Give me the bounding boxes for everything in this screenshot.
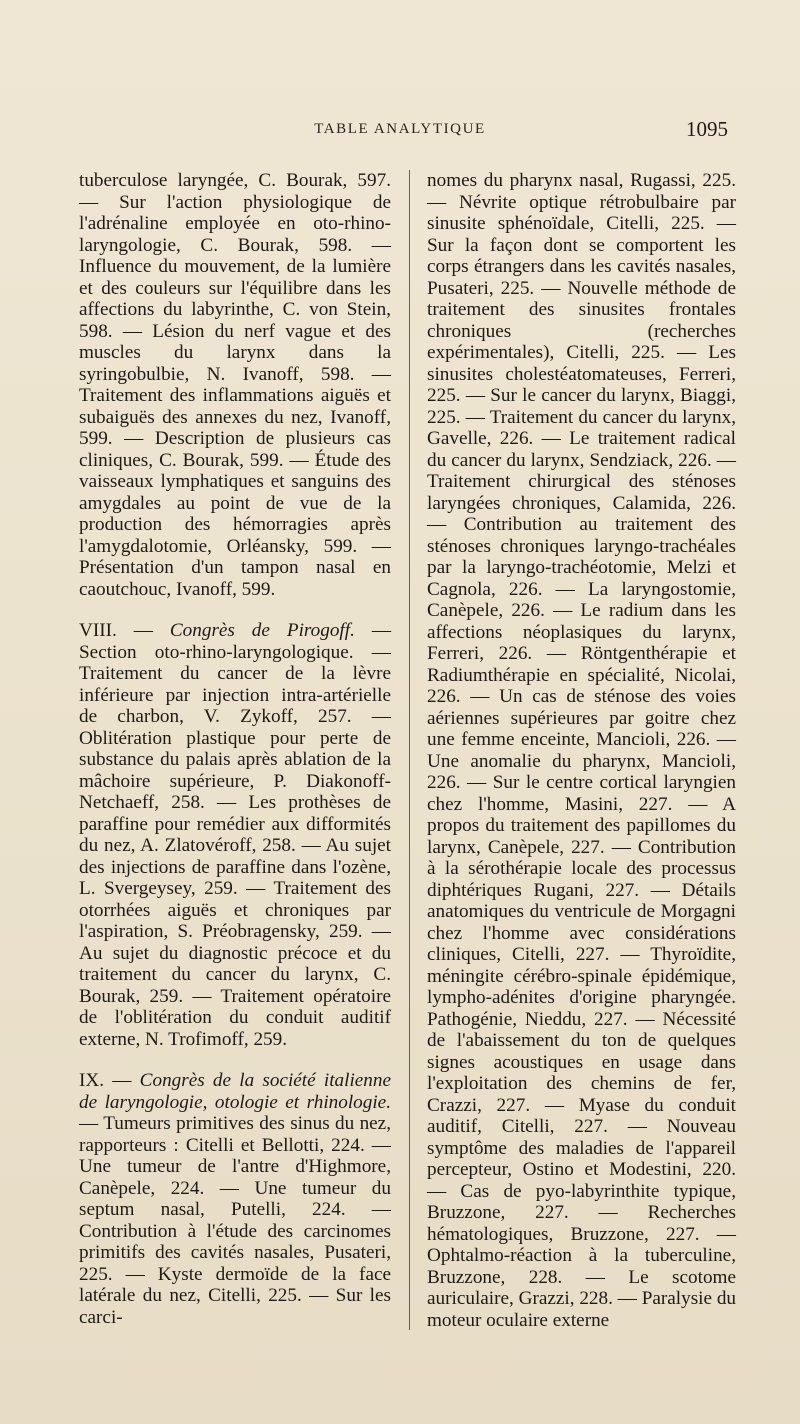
left-paragraph-continuation: tuberculose laryngée, C. Bourak, 597. — Sur l'action physiologique de l'adrénaline employée en oto-rhino-laryngologie, C. Bourak, 598. — Influence du mouvement, de la lumière et des couleurs sur l'équilibre dans les affections du labyrinthe, C. von Stein, 598. — Lésion du nerf vague et des muscles du larynx dans la syringobulbie, N. Ivanoff, 598. — Traitement des inflammations aiguës et subaiguës des annexes du nez, Ivanoff, 599. — Description de plusieurs cas cliniques, C. Bourak, 599. — Étude des vaisseaux lymphatiques et sanguins des amygdales au point de vue de la production des hémorragies après l'amygdalotomie, Orléansky, 599. — Présentation d'un tampon nasal en caoutchouc, Ivanoff, 599.	[79, 170, 391, 600]
page-number: 1095	[686, 117, 728, 141]
left-column	[79, 170, 391, 1348]
section-ix-body: — Tumeurs primitives des sinus du nez, rapporteurs : Citelli et Bellotti, 224. — Une tumeur de l'antre d'Highmore, Canèpele, 224. — Une tumeur du septum nasal, Putelli, 224. — Contribution à l'étude des carcinomes primitifs des cavités nasales, Pusateri, 225. — Kyste dermoïde de la face latérale du nez, Citelli, 225. — Sur les carci-	[79, 1113, 391, 1328]
right-column	[427, 170, 736, 1351]
section-viii	[79, 620, 391, 1050]
right-paragraph: nomes du pharynx nasal, Rugassi, 225. — Névrite optique rétrobulbaire par sinusite sphénoïdale, Citelli, 225. — Sur la façon dont se comportent les corps étrangers dans les cavités nasales, Pusateri, 225. — Nouvelle méthode de traitement des sinusites frontales chroniques (recherches expérimentales), Citelli, 225. — Les sinusites cholestéatomateuses, Ferreri, 225. — Sur le cancer du larynx, Biaggi, 225. — Traitement du cancer du larynx, Gavelle, 226. — Le traitement radical du cancer du larynx, Sendziack, 226. — Traitement chirurgical des sténoses laryngées chroniques, Calamida, 226. — Contribution au traitement des sténoses chroniques laryngo-trachéales par la laryngo-trachéotomie, Melzi et Cagnola, 226. — La laryngostomie, Canèpele, 226. — Le radium dans les affections néoplasiques du larynx, Ferreri, 226. — Röntgenthérapie et Radiumthérapie en spécialité, Nicolai, 226. — Un cas de sténose des voies aériennes supérieures par goitre chez une femme enceinte, Mancioli, 226. — Une anomalie du pharynx, Mancioli, 226. — Sur le centre cortical laryngien chez l'homme, Masini, 227. — A propos du traitement des papillomes du larynx, Canèpele, 227. — Contribution à la sérothérapie locale des processus diphtériques Rugani, 227. — Détails anatomiques du ventricule de Morgagni chez l'homme avec considérations cliniques, Citelli, 227. — Thyroïdite, méningite cérébro-spinale épidémique, lympho-adénites d'origine pharyngée. Pathogénie, Nieddu, 227. — Nécessité de l'abaissement du ton de quelques signes acoustiques en usage dans l'exploitation des chemins de fer, Crazzi, 227. — Myase du conduit auditif, Citelli, 227. — Nouveau symptôme des maladies de l'appareil percepteur, Ostino et Modestini, 220. — Cas de pyo-labyrinthite typique, Bruzzone, 227. — Recherches hématologiques, Bruzzone, 227. — Ophtalmo-réaction à la tuberculine, Bruzzone, 228. — Le scotome auriculaire, Grazzi, 228. — Paralysie du moteur oculaire externe	[427, 170, 737, 1331]
column-divider	[409, 170, 410, 1330]
section-viii-number: VIII. —	[79, 620, 153, 641]
section-ix	[79, 1070, 391, 1328]
section-ix-number: IX. —	[79, 1070, 132, 1091]
section-ix-title: Congrès de la société italienne de laryngologie, otologie et rhinologie.	[79, 1070, 391, 1113]
section-viii-title: Congrès de Pirogoff.	[169, 620, 355, 641]
section-viii-body: — Section oto-rhino-laryngologique. — Traitement du cancer de la lèvre inférieure par injection intra-artérielle de charbon, V. Zykoff, 257. — Oblitération plastique pour perte de substance du palais après ablation de la mâchoire supérieure, P. Diakonoff-Netchaeff, 258. — Les prothèses de paraffine pour remédier aux difformités du nez, A. Zlatovéroff, 258. — Au sujet des injections de paraffine dans l'ozène, L. Svergeysey, 259. — Traitement des otorrhées aiguës et chroniques par l'aspiration, S. Préobragensky, 259. — Au sujet du diagnostic précoce et du traitement du cancer du larynx, C. Bourak, 259. — Traitement opératoire de l'oblitération du conduit auditif externe, N. Trofimoff, 259.	[79, 620, 391, 1050]
running-header-title: TABLE ANALYTIQUE	[314, 121, 486, 137]
